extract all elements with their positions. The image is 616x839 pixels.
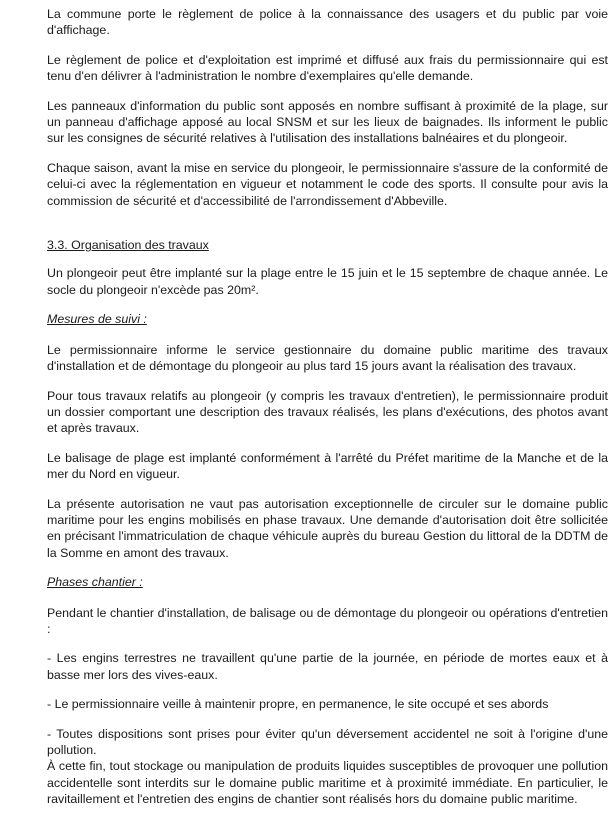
section-title: 3.3. Organisation des travaux — [47, 238, 209, 253]
paragraph-circulation: La présente autorisation ne vaut pas autorisation exceptionnelle de circuler sur le domaine public maritime pour les engins mobilisés en phase travaux. Une demande d'autorisation doit être sollicitée en précisant l'immatriculation de chaque véhicule auprès du bureau Gestion du littoral de la DDTM de la Somme en amont des travaux. — [47, 496, 608, 560]
paragraph-police-display: La commune porte le règlement de police à la connaissance des usagers et du public par voie d'affichage. — [47, 7, 608, 38]
paragraph-information-panels: Les panneaux d'information du public sont apposés en nombre suffisant à proximité de la plage, sur un panneau d'affichage apposé au local SNSM et sur les lieux de baignades. Ils informent le public sur les consignes de sécurité relatives à l'utilisation des installations balnéaires et du plongeoir. — [47, 98, 608, 146]
paragraph-season-check: Chaque saison, avant la mise en service du plongeoir, le permissionnaire s'assure de la conformité de celui-ci avec la réglementation en vigueur et notamment le code des sports. Il consulte pour avis la commission de sécurité et d'accessibilité de l'arrondissement d'Abbeville. — [47, 160, 608, 208]
paragraph-diving-board: Un plongeoir peut être implanté sur la plage entre le 15 juin et le 15 septembre de chaque année. Le socle du plongeoir n'excède pas 20m². — [47, 266, 608, 297]
subheading-follow-up: Mesures de suivi : — [47, 312, 147, 327]
list-item-pollution: - Toutes dispositions sont prises pour éviter qu'un déversement accidentel ne soit à l'origine d'une pollution. — [47, 726, 608, 757]
paragraph-during-works: Pendant le chantier d'installation, de balisage ou de démontage du plongeoir ou opérations d'entretien : — [47, 605, 608, 636]
list-item-cleanliness: - Le permissionnaire veille à maintenir propre, en permanence, le site occupé et ses abords — [47, 697, 549, 712]
paragraph-beach-marking: Le balisage de plage est implanté conformément à l'arrêté du Préfet maritime de la Manche et de la mer du Nord en vigueur. — [47, 450, 608, 482]
subheading-site-phases: Phases chantier : — [47, 575, 143, 590]
paragraph-storage: À cette fin, tout stockage ou manipulation de produits liquides susceptibles de provoquer une pollution accidentelle sont interdits sur le domaine public maritime et à proximité immédiate. En particulier, le ravitaillement et l'entretien des engins de chantier sont réalisés hors du domaine public maritime. — [47, 759, 608, 807]
list-item-vehicles: - Les engins terrestres ne travaillent qu'une partie de la journée, en période de mortes eaux et à basse mer lors des vives-eaux. — [47, 651, 608, 682]
paragraph-police-regulation: Le règlement de police et d'exploitation est imprimé et diffusé aux frais du permissionnaire qui est tenu d'en délivrer à l'administration le nombre d'exemplaires qu'elle demande. — [47, 52, 608, 84]
paragraph-inform-service: Le permissionnaire informe le service gestionnaire du domaine public maritime des travaux d'installation et de démontage du plongeoir au plus tard 15 jours avant la réalisation des travaux. — [47, 342, 608, 374]
paragraph-works-file: Pour tous travaux relatifs au plongeoir (y compris les travaux d'entretien), le permissionnaire produit un dossier comportant une description des travaux réalisés, les plans d'exécutions, des photos avant et après travaux. — [47, 388, 608, 436]
